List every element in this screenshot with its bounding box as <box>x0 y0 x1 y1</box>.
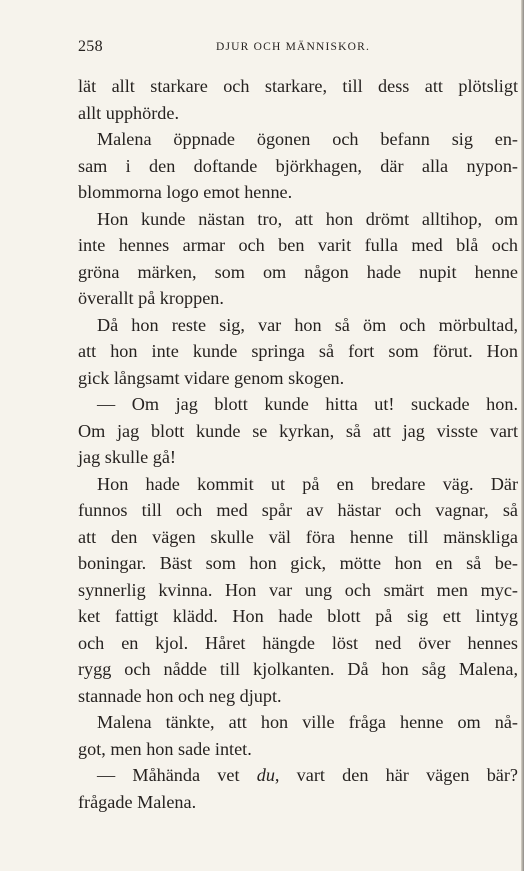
text-line: Hon kunde nästan tro, att hon drömt alltihop, om <box>97 208 518 229</box>
text-line: Hon hade kommit ut på en bredare väg. Där <box>97 473 518 494</box>
text-line: blommorna logo emot henne. <box>78 182 293 202</box>
text-line: Om jag blott kunde se kyrkan, så att jag visste vart <box>78 420 518 441</box>
text-line: jag skulle gå! <box>78 447 176 467</box>
body-text <box>78 73 518 815</box>
text-line: lät allt starkare och starkare, till dess att plötsligt <box>78 76 518 96</box>
text-line: boningar. Bäst som hon gick, mötte hon en så be- <box>78 553 518 573</box>
page-number: 258 <box>78 38 103 55</box>
text-line: allt upphörde. <box>78 102 180 123</box>
running-title: DJUR OCH MÄNNISKOR. <box>216 41 371 53</box>
text-line: — Måhända vet du, vart den här vägen bär? <box>97 765 518 785</box>
text-line: — Om jag blott kunde hitta ut! suckade hon. <box>97 394 518 414</box>
text-line: Malena tänkte, att hon ville fråga henne om nå- <box>97 712 518 732</box>
emphasized-word: du <box>256 765 275 785</box>
text-line: gick långsamt vidare genom skogen. <box>78 367 345 388</box>
text-line: sam i den doftande björkhagen, där alla nypon- <box>78 155 518 176</box>
text-line: Malena öppnade ögonen och befann sig en- <box>97 129 518 149</box>
text-line: funnos till och med spår av hästar och vagnar, så <box>78 500 518 520</box>
page-header <box>78 38 518 58</box>
text-line: och en kjol. Håret hängde löst ned över hennes <box>78 632 518 653</box>
text-line: att hon inte kunde springa så fort som förut. Hon <box>78 341 518 361</box>
text-line: överallt på kroppen. <box>78 288 224 308</box>
text-line: gröna märken, som om någon hade nupit henne <box>78 261 518 282</box>
text-line: frågade Malena. <box>78 791 197 812</box>
text-line: inte hennes armar och ben varit fulla med blå och <box>78 235 518 255</box>
text-line: rygg och nådde till kjolkanten. Då hon såg Malena, <box>78 659 518 679</box>
text-line: ket fattigt klädd. Hon hade blott på sig ett lintyg <box>78 606 518 626</box>
text-line: att den vägen skulle väl föra henne till mänskliga <box>78 526 518 547</box>
text-line: Då hon reste sig, var hon så öm och mörbultad, <box>97 314 518 335</box>
text-line: synnerlig kvinna. Hon var ung och smärt men myc- <box>78 579 518 600</box>
text-line: stannade hon och neg djupt. <box>78 685 282 706</box>
text-line: got, men hon sade intet. <box>78 738 252 759</box>
